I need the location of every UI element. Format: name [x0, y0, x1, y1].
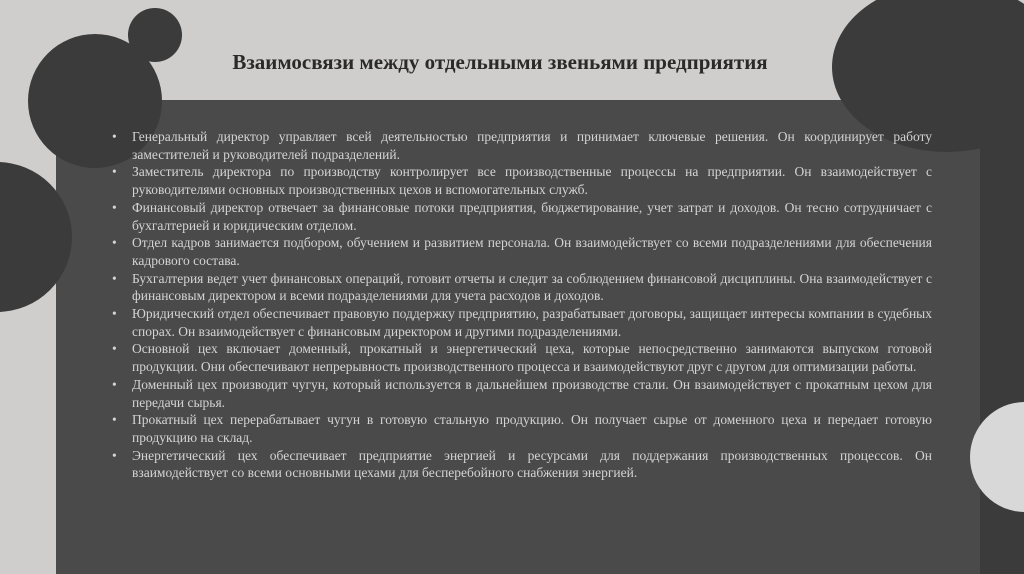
list-item: • Энергетический цех обеспечивает предприятие энергией и ресурсами для поддержания производственных процессов. Он взаимодействует со всеми основными цехами для бесперебойного снабжения энергией. — [112, 447, 932, 482]
list-item: • Заместитель директора по производству контролирует все производственные процессы на предприятии. Он взаимодействует с руководителями основных производственных цехов и вспомогательных служб. — [112, 163, 932, 198]
bullet-list — [112, 128, 932, 482]
list-item: • Основной цех включает доменный, прокатный и энергетический цеха, которые непосредственно занимаются выпуском готовой продукции. Они обеспечивают непрерывность производственного процесса и взаимодействуют друг с другом для оптимизации работы. — [112, 340, 932, 375]
list-item: • Юридический отдел обеспечивает правовую поддержку предприятию, разрабатывает договоры, защищает интересы компании в судебных спорах. Он взаимодействует с финансовым директором и другими подразделениями. — [112, 305, 932, 340]
list-item: • Прокатный цех перерабатывает чугун в готовую стальную продукцию. Он получает сырье от доменного цеха и передает готовую продукцию на склад. — [112, 411, 932, 446]
list-item: • Доменный цех производит чугун, который используется в дальнейшем производстве стали. Он взаимодействует с прокатным цехом для передачи сырья. — [112, 376, 932, 411]
list-item: • Финансовый директор отвечает за финансовые потоки предприятия, бюджетирование, учет затрат и доходов. Он тесно сотрудничает с бухгалтерией и юридическим отделом. — [112, 199, 932, 234]
slide-title: Взаимосвязи между отдельными звеньями предприятия — [232, 50, 768, 74]
list-item: • Отдел кадров занимается подбором, обучением и развитием персонала. Он взаимодействует со всеми подразделениями для обеспечения кадрового состава. — [112, 234, 932, 269]
list-item: • Генеральный директор управляет всей деятельностью предприятия и принимает ключевые решения. Он координирует работу заместителей и руководителей подразделений. — [112, 128, 932, 163]
list-item: • Бухгалтерия ведет учет финансовых операций, готовит отчеты и следит за соблюдением финансовой дисциплины. Она взаимодействует с финансовым директором и всеми подразделениями для учета расходов и доходов. — [112, 270, 932, 305]
